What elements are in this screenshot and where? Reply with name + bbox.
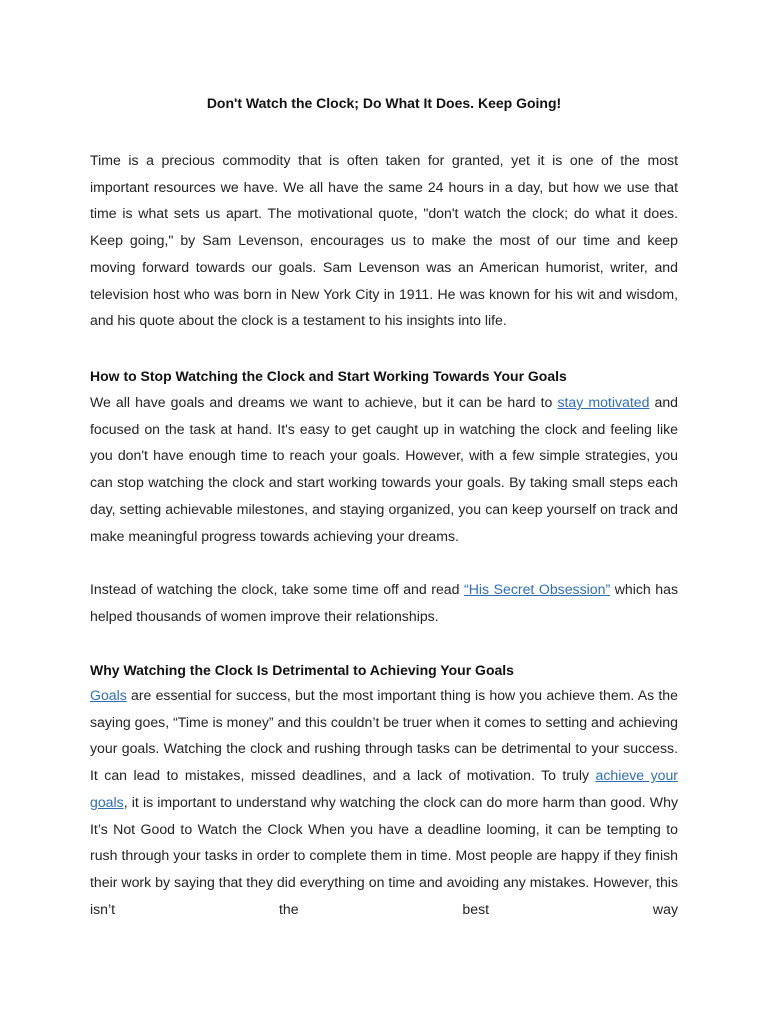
section-heading-stop-watching: How to Stop Watching the Clock and Start Working Towards Your Goals: [90, 368, 567, 384]
intro-paragraph: Time is a precious commodity that is often taken for granted, yet it is one of the most important resources we have. We all have the same 24 hours in a day, but how we use that time is what sets us apart. The motivational quote, "don't watch the clock; do what it does. Keep going," by Sam Levenson, encourages us to make the most of our time and keep moving forward towards our goals. Sam Levenson was an American humorist, writer, and television host who was born in New York City in 1911. He was known for his wit and wisdom, and his quote about the clock is a testament to his insights into life.: [90, 152, 678, 329]
goals-link[interactable]: Goals: [90, 687, 127, 703]
section2-paragraph-1: [90, 682, 678, 922]
section1-paragraph-2: [90, 576, 678, 629]
text-span: We all have goals and dreams we want to achieve, but it can be hard to: [90, 394, 558, 410]
text-span: and focused on the task at hand. It's easy to get caught up in watching the clock and feeling like you don't have enough time to reach your goals. However, with a few simple strategies, you can stop watching the clock and start working towards your goals. By taking small steps each day, setting achievable milestones, and staying organized, you can keep yourself on track and make meaningful progress towards achieving your dreams.: [90, 394, 678, 544]
text-span: are essential for success, but the most important thing is how you achieve them. As the saying goes, “Time is money” and this couldn’t be truer when it comes to setting and achieving your goals. Watching the clock and rushing through tasks can be detrimental to your success. It can lead to mistakes, missed deadlines, and a lack of motivation. To truly: [90, 687, 678, 784]
document-page: [90, 0, 678, 1024]
his-secret-obsession-link[interactable]: “His Secret Obsession”: [464, 581, 611, 597]
document-title: Don't Watch the Clock; Do What It Does. Keep Going!: [206, 95, 562, 111]
achieve-your-goals-link[interactable]: achieve your goals: [90, 767, 678, 810]
section1-paragraph-1: [90, 389, 678, 549]
text-span: Instead of watching the clock, take some time off and read: [90, 581, 465, 597]
text-span: , it is important to understand why watching the clock can do more harm than good. Why It’s Not Good to Watch the Clock When you have a deadline looming, it can be tempting to rush through your tasks in order to complete them in time. Most people are happy if they finish their work by saying that they did everything on time and avoiding any mistakes. However, this isn’t the best way: [90, 793, 678, 917]
section-heading-why-detrimental: Why Watching the Clock Is Detrimental to Achieving Your Goals: [90, 662, 514, 678]
stay-motivated-link[interactable]: stay motivated: [557, 394, 650, 410]
text-span: which has helped thousands of women improve their relationships.: [90, 581, 678, 624]
